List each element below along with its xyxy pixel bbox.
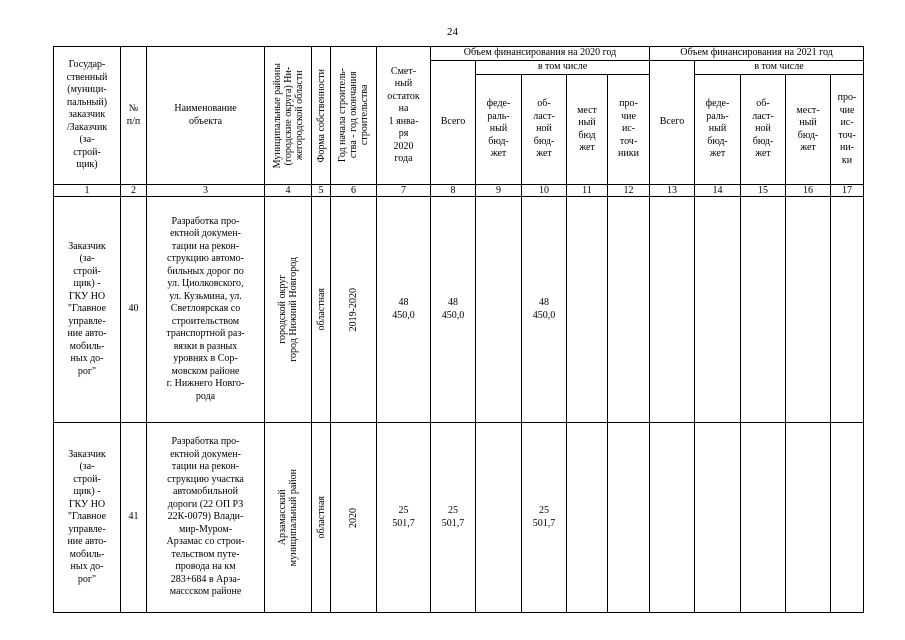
row-ownership: областная [312,197,331,423]
column-number: 4 [265,185,312,197]
header-including-2020: в том числе [476,61,650,75]
row-object-name: Разработка про- ектной докумен- тации на рекон- струкцию автомо- бильных дорог по ул. Циолковского, ул. Кузьмина, ул. Светлоярская со строительством транспортной раз- вязки в разных уровнях в Сор- мовском районе г. Нижнего Новго- рода [147,197,265,423]
header-other-2021: про- чие ис- точ- ни- ки [831,75,864,185]
header-object-name: Наименование объекта [147,47,265,185]
row-total-2021 [650,423,695,613]
row-regional-2020: 25 501,7 [522,423,567,613]
row-municipality: городской округ город Нижний Новгород [265,197,312,423]
header-ownership: Форма собственности [312,47,331,185]
row-local-2020 [567,423,608,613]
row-other-2021 [831,423,864,613]
row-regional-2021 [741,423,786,613]
header-federal-2021: феде- раль- ный бюд- жет [695,75,741,185]
column-number: 7 [377,185,431,197]
row-estimate: 25 501,7 [377,423,431,613]
header-local-2021: мест- ный бюд- жет [786,75,831,185]
row-total-2021 [650,197,695,423]
row-federal-2020 [476,423,522,613]
column-number: 14 [695,185,741,197]
row-estimate: 48 450,0 [377,197,431,423]
column-number: 5 [312,185,331,197]
header-fin-2021: Объем финансирования на 2021 год [650,47,864,61]
row-municipality: Арзамасский муниципальный район [265,423,312,613]
header-local-2020: мест ный бюд жет [567,75,608,185]
row-customer: Заказчик (за- строй- щик) - ГКУ НО "Главное управле- ние авто- мобиль- ных до- рог" [54,197,121,423]
column-number: 2 [121,185,147,197]
header-years: Год начала строитель- ства - год окончания строительства [331,47,377,185]
header-total-2021: Всего [650,61,695,185]
column-number: 13 [650,185,695,197]
row-regional-2020: 48 450,0 [522,197,567,423]
row-other-2020 [608,423,650,613]
column-number: 3 [147,185,265,197]
row-number: 41 [121,423,147,613]
header-estimate: Смет- ный остаток на 1 янва- ря 2020 года [377,47,431,185]
row-other-2020 [608,197,650,423]
row-number: 40 [121,197,147,423]
column-number: 8 [431,185,476,197]
column-numbers-row [54,185,864,197]
header-num: № п/п [121,47,147,185]
row-object-name: Разработка про- ектной докумен- тации на рекон- струкцию участка автомобильной дороги (22 ОП РЗ 22К-0079) Влади- мир-Муром- Арзамас со строи- тельством путе- провода на км 283+684 в Арза- массском районе [147,423,265,613]
row-years: 2020 [331,423,377,613]
column-number: 12 [608,185,650,197]
header-fin-2020: Объем финансирования на 2020 год [431,47,650,61]
row-regional-2021 [741,197,786,423]
page-number: 24 [447,26,458,38]
row-local-2021 [786,197,831,423]
header-total-2020: Всего [431,61,476,185]
row-federal-2020 [476,197,522,423]
row-customer: Заказчик (за- строй- щик) - ГКУ НО "Главное управле- ние авто- мобиль- ных до- рог" [54,423,121,613]
column-number: 15 [741,185,786,197]
row-total-2020: 25 501,7 [431,423,476,613]
column-number: 17 [831,185,864,197]
column-number: 16 [786,185,831,197]
table-row [54,197,864,423]
column-number: 9 [476,185,522,197]
column-number: 1 [54,185,121,197]
header-regional-2021: об- ласт- ной бюд- жет [741,75,786,185]
column-number: 11 [567,185,608,197]
row-years: 2019-2020 [331,197,377,423]
header-regional-2020: об- ласт- ной бюд- жет [522,75,567,185]
column-number: 6 [331,185,377,197]
header-customer: Государ- ственный (муници- пальный) заказчик /Заказчик (за- строй- щик) [54,47,121,185]
row-federal-2021 [695,423,741,613]
row-other-2021 [831,197,864,423]
row-ownership: областная [312,423,331,613]
row-local-2021 [786,423,831,613]
row-local-2020 [567,197,608,423]
row-federal-2021 [695,197,741,423]
header-including-2021: в том числе [695,61,864,75]
header-municipality: Муниципальные районы (городские округа) Ни- жегородской области [265,47,312,185]
header-other-2020: про- чие ис- точ- ники [608,75,650,185]
row-total-2020: 48 450,0 [431,197,476,423]
financing-table [53,46,864,613]
header-federal-2020: феде- раль- ный бюд- жет [476,75,522,185]
column-number: 10 [522,185,567,197]
table-row [54,423,864,613]
